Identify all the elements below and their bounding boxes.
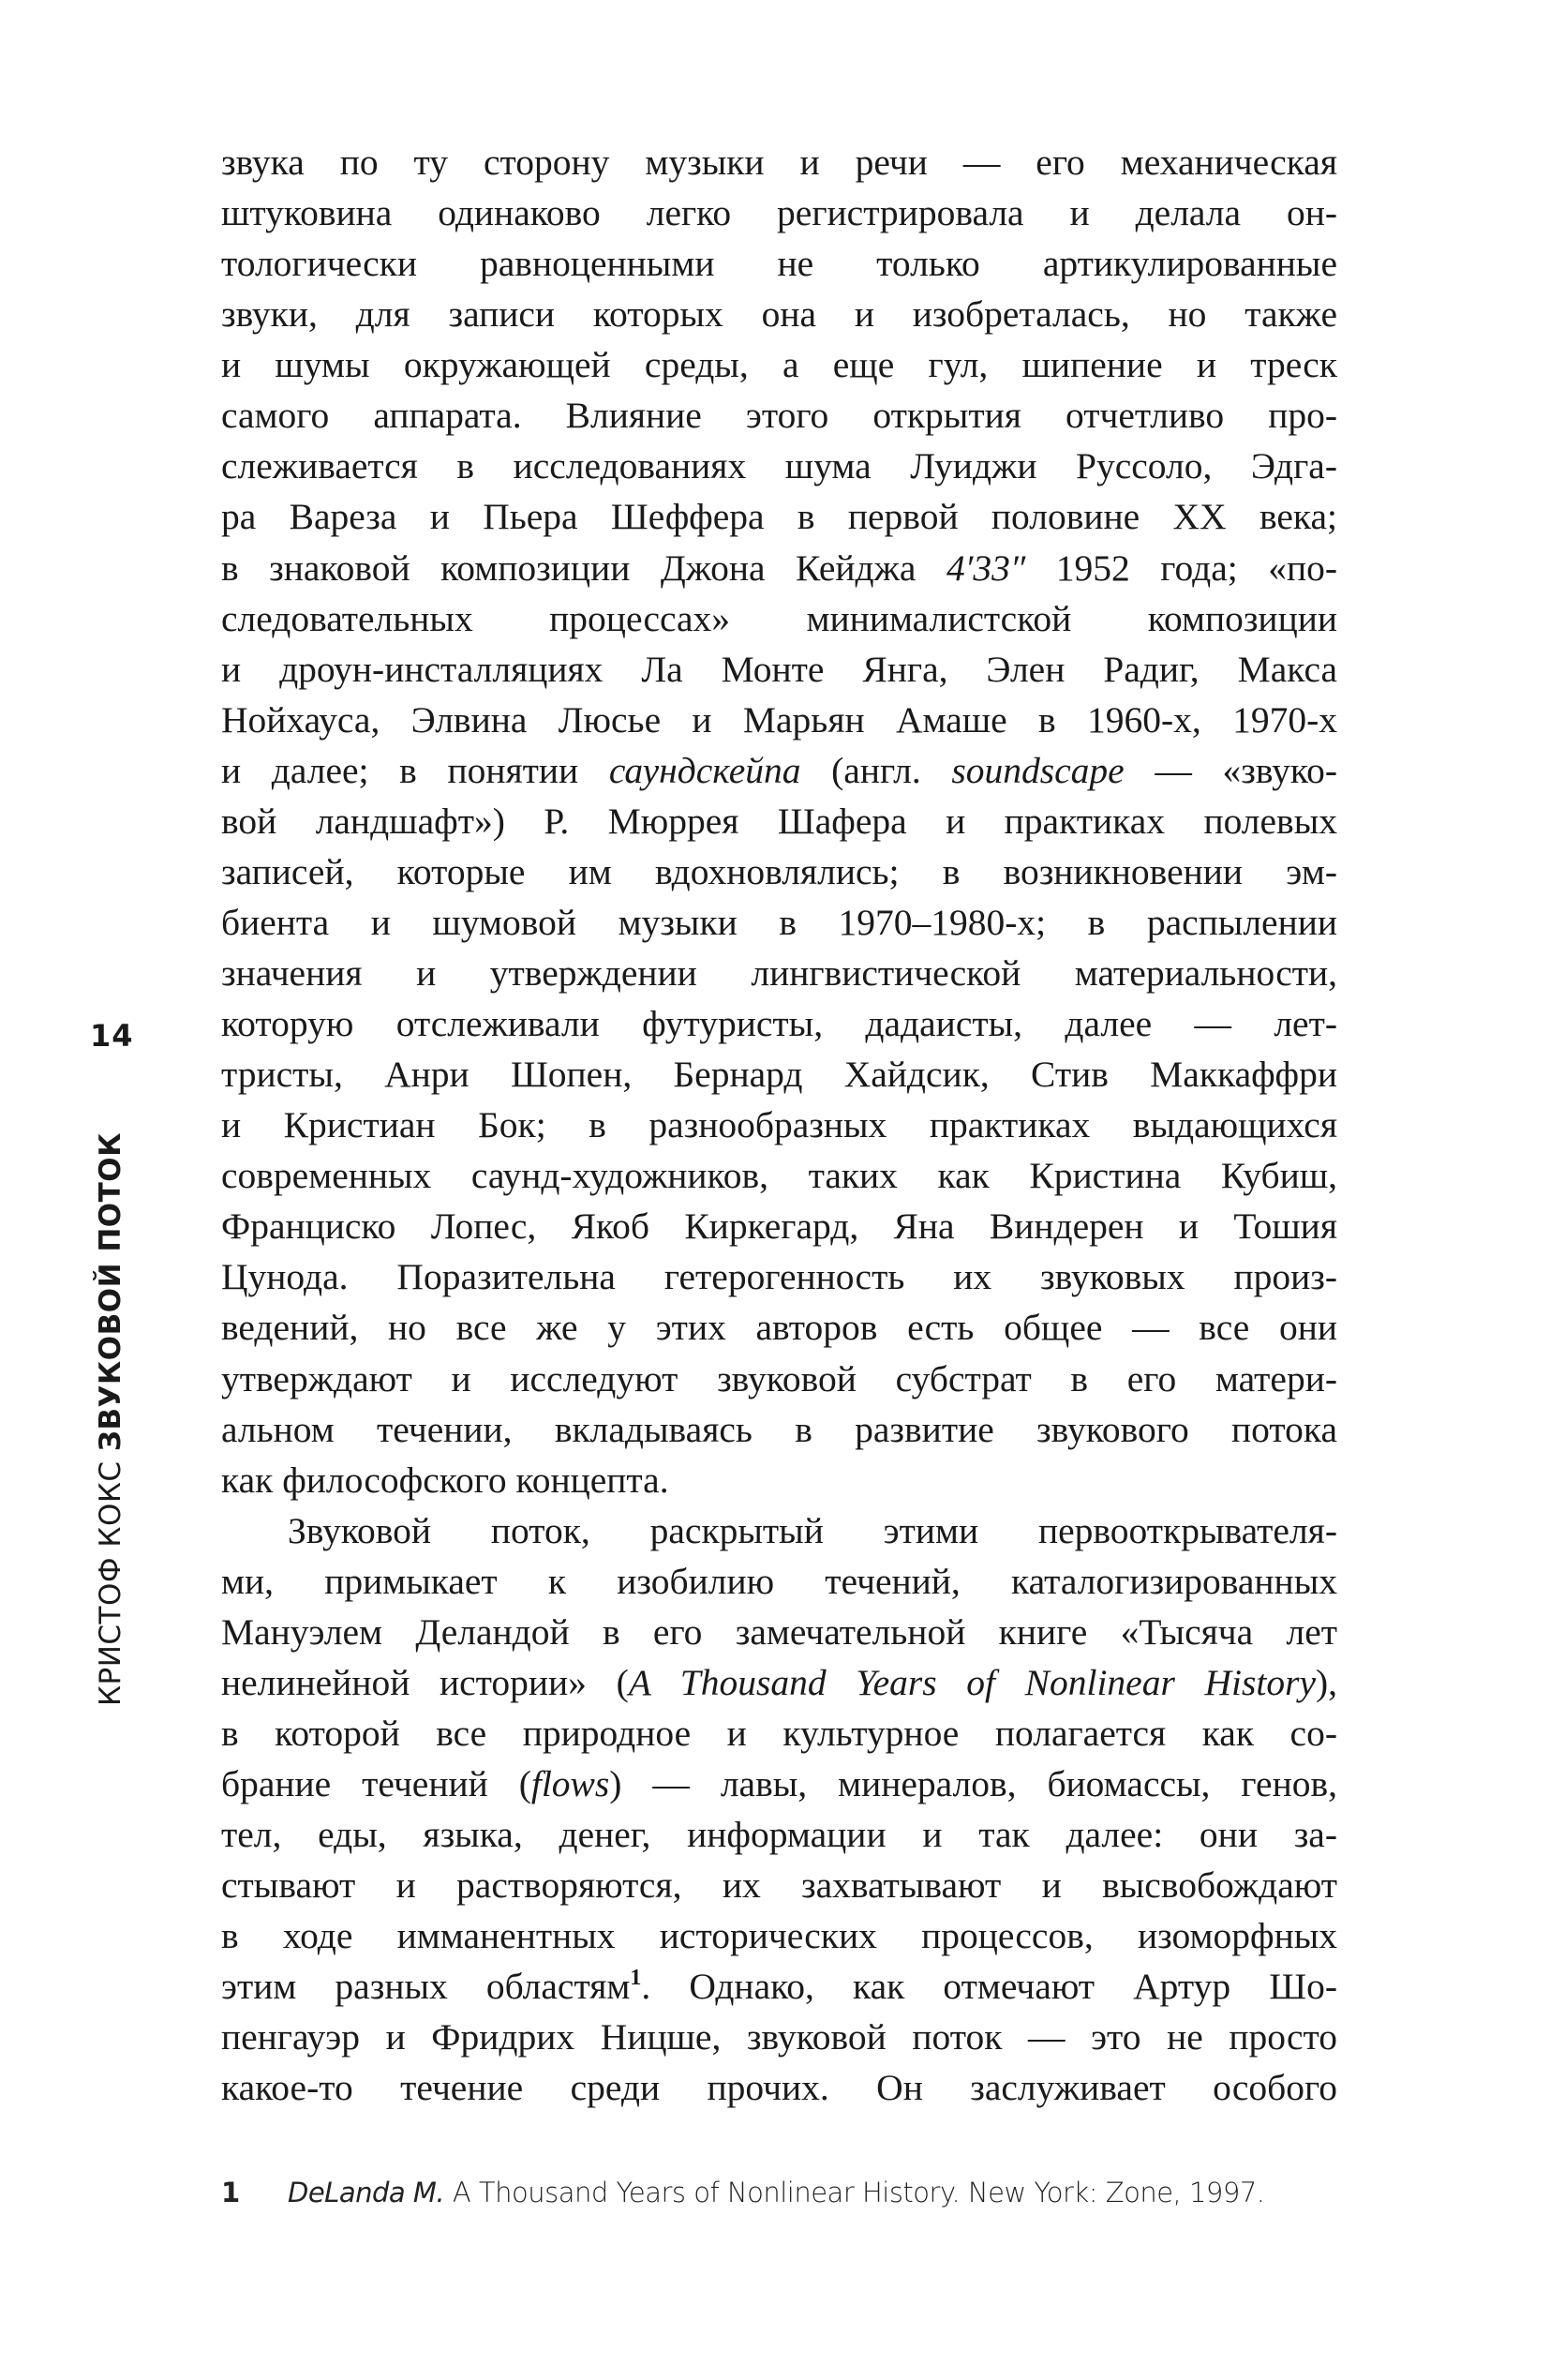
text-line	[221, 1049, 1337, 1100]
text-line	[221, 695, 1337, 745]
text-line	[221, 1455, 1337, 1505]
text-segment: ра Вареза и Пьера Шеффера в первой половине XX века;	[221, 496, 1337, 538]
text-segment: в которой все природное и культурное полагается как со-	[221, 1712, 1337, 1754]
text-segment: . Однако, как отмечают Артур Шо-	[641, 1966, 1337, 2008]
text-segment: ),	[1315, 1661, 1338, 1703]
text-segment: биента и шумовой музыки в 1970–1980-х; в распылении	[221, 901, 1337, 943]
text-segment: штуковина одинаково легко регистрировала и делала он-	[221, 192, 1337, 234]
text-line	[221, 289, 1337, 339]
footnote-ref: 1	[630, 1966, 642, 1991]
text-line	[221, 745, 1337, 796]
text-segment: вой ландшафт») Р. Мюррея Шафера и практиках полевых	[221, 800, 1337, 842]
text-line	[221, 543, 1337, 593]
text-line	[221, 644, 1337, 695]
text-segment: 1952 года; «по-	[1025, 546, 1337, 589]
footnote	[221, 2177, 1346, 2208]
text-line	[221, 441, 1337, 491]
text-segment: самого аппарата. Влияние этого открытия отчетливо про-	[221, 395, 1337, 437]
italic-text: саундскейпа	[608, 749, 801, 791]
italic-text: A Thousand Years of Nonlinear History	[628, 1661, 1316, 1703]
running-head-title: ЗВУКОВОЙ ПОТОК	[94, 1132, 127, 1452]
text-segment: пенгауэр и Фридрих Ницше, звуковой поток — это не просто	[221, 2016, 1337, 2058]
text-line	[221, 1251, 1337, 1302]
text-segment: — «звуко-	[1124, 749, 1338, 791]
text-line	[221, 593, 1337, 644]
text-line	[221, 2062, 1337, 2113]
text-line	[221, 1505, 1337, 1556]
text-line	[221, 491, 1337, 542]
text-segment: альном течении, вкладываясь в развитие звукового потока	[221, 1408, 1337, 1450]
text-segment: Нойхауса, Элвина Люсье и Марьян Амаше в 1960-х, 1970-х	[221, 698, 1337, 741]
text-segment: Звуковой поток, раскрытый этими первооткрывателя-	[288, 1509, 1337, 1551]
text-segment: тологически равноценными не только артикулированные	[221, 243, 1337, 285]
text-segment: Мануэлем Деландой в его замечательной книге «Тысяча лет	[221, 1610, 1337, 1653]
italic-text: soundscape	[951, 749, 1125, 791]
text-line	[221, 1404, 1337, 1455]
page-number: 14	[90, 1018, 134, 1054]
text-line	[221, 339, 1337, 390]
text-segment: утверждают и исследуют звуковой субстрат в его матери-	[221, 1357, 1337, 1400]
text-segment: следовательных процессах» минималистской композиции	[221, 597, 1337, 639]
text-line	[221, 998, 1337, 1049]
footnote-author: DeLanda M.	[288, 2177, 445, 2208]
text-line	[221, 2012, 1337, 2062]
footnote-citation: A Thousand Years of Nonlinear History. New York: Zone, 1997.	[444, 2177, 1265, 2208]
text-segment: Франциско Лопес, Якоб Киркегард, Яна Виндерен и Тошия	[221, 1205, 1337, 1248]
text-segment: брание течений (	[221, 1763, 531, 1804]
text-segment: в ходе имманентных исторических процессов, изоморфных	[221, 1915, 1337, 1957]
running-head	[94, 1132, 127, 1706]
text-segment: которую отслеживали футуристы, дадаисты, далее — лет-	[221, 1003, 1337, 1045]
text-line	[221, 137, 1337, 187]
text-segment: какое-то течение среди прочих. Он заслуживает особого	[221, 2067, 1337, 2109]
footnote-number: 1	[221, 2177, 241, 2208]
text-line	[221, 1708, 1337, 1759]
text-segment: нелинейной истории» (	[221, 1661, 629, 1703]
text-line	[221, 1657, 1337, 1708]
text-line	[221, 1556, 1337, 1607]
text-line	[221, 187, 1337, 238]
italic-text: 4′33″	[946, 546, 1026, 589]
text-segment: записей, которые им вдохновлялись; в возникновении эм-	[221, 850, 1337, 892]
text-segment: и далее; в понятии	[221, 749, 609, 791]
text-segment: звуки, для записи которых она и изобреталась, но также	[221, 293, 1337, 336]
text-segment: этим разных областям	[221, 1966, 631, 2008]
text-line	[221, 1100, 1337, 1150]
text-segment: ведений, но все же у этих авторов есть общее — все они	[221, 1307, 1337, 1349]
text-line	[221, 1354, 1337, 1404]
text-segment: и дроун-инсталляциях Ла Монте Янга, Элен Радиг, Макса	[221, 648, 1337, 690]
text-line	[221, 1961, 1337, 2012]
text-segment: стывают и растворяются, их захватывают и высвобождают	[221, 1864, 1337, 1907]
text-line	[221, 948, 1337, 998]
text-line	[221, 238, 1337, 289]
text-segment: слеживается в исследованиях шума Луиджи Руссоло, Эдга-	[221, 445, 1337, 487]
italic-text: flows	[530, 1763, 610, 1804]
text-line	[221, 390, 1337, 441]
text-segment: (англ.	[800, 749, 952, 791]
text-segment: Цунода. Поразительна гетерогенность их звуковых произ-	[221, 1256, 1337, 1298]
text-line	[221, 1201, 1337, 1251]
text-segment: ми, примыкает к изобилию течений, каталогизированных	[221, 1560, 1337, 1602]
text-segment: тристы, Анри Шопен, Бернард Хайдсик, Стив Маккаффри	[221, 1054, 1337, 1096]
text-line	[221, 1302, 1337, 1353]
text-segment: звука по ту сторону музыки и речи — его механическая	[221, 142, 1337, 183]
text-segment: и шумы окружающей среды, а еще гул, шипение и треск	[221, 344, 1337, 386]
text-line	[221, 1809, 1337, 1860]
text-segment: и Кристиан Бок; в разнообразных практиках выдающихся	[221, 1104, 1337, 1146]
body-text	[221, 137, 1337, 2113]
text-line	[221, 1910, 1337, 1961]
text-line	[221, 1860, 1337, 1910]
text-line	[221, 1150, 1337, 1201]
text-line	[221, 1607, 1337, 1657]
text-line	[221, 1759, 1337, 1809]
text-segment: тел, еды, языка, денег, информации и так далее: они за-	[221, 1814, 1337, 1856]
text-segment: как философского концепта.	[221, 1459, 669, 1501]
text-segment: ) — лавы, минералов, биомассы, генов,	[609, 1763, 1337, 1804]
text-line	[221, 897, 1337, 948]
running-head-author: КРИСТОФ КОКС	[94, 1460, 127, 1706]
text-segment: современных саунд-художников, таких как Кристина Кубиш,	[221, 1155, 1337, 1197]
text-segment: значения и утверждении лингвистической материальности,	[221, 952, 1337, 994]
text-segment: в знаковой композиции Джона Кейджа	[221, 546, 946, 589]
text-line	[221, 846, 1337, 897]
text-line	[221, 796, 1337, 846]
